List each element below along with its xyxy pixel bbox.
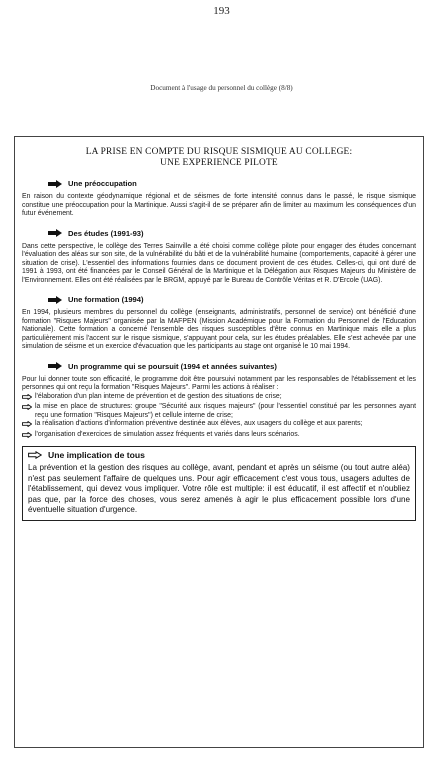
title-line-1: LA PRISE EN COMPTE DU RISQUE SISMIQUE AU COLLEGE: bbox=[85, 147, 353, 157]
document-caption: Document à l'usage du personnel du collège (8/8) bbox=[150, 84, 293, 92]
arrow-right-icon bbox=[22, 431, 32, 442]
section-heading-text: Une préoccupation bbox=[68, 179, 137, 188]
section-heading-text: Un programme qui se poursuit (1994 et années suivantes) bbox=[68, 361, 277, 371]
section-text-programme: Pour lui donner toute son efficacité, le programme doit être poursuivi notamment par les responsables de l'établissement et les personnes qui ont reçu la formation "Risques Majeurs". Parmi les actions à réaliser : bbox=[22, 375, 416, 391]
title-line-2: UNE EXPERIENCE PILOTE bbox=[160, 158, 278, 168]
pointing-hand-icon bbox=[48, 229, 62, 237]
info-sheet-frame bbox=[14, 136, 424, 748]
list-item-text: la réalisation d'actions d'information préventive destinée aux élèves, aux usagers du collège et aux parents; bbox=[35, 420, 363, 427]
pointing-hand-icon bbox=[48, 180, 62, 188]
action-list bbox=[22, 393, 416, 442]
page-number: 193 bbox=[213, 5, 230, 17]
callout-text: La prévention et la gestion des risques au collège, avant, pendant et après un séisme (ou tout autre aléa) n'est pas seulement l'affaire de quelques uns. Pour agir efficacement c'est vous tous, usagers adultes de l'établissement, qui devez vous impliquer. Votre rôle est multiple: il est éducatif, il est affectif et n'oubliez pas que, par la force des choses, vous serez amenés à agir le plus efficacement possible lors d'une éventuelle situation d'urgence. bbox=[28, 463, 410, 515]
pointing-hand-icon bbox=[48, 296, 62, 304]
pointing-hand-icon bbox=[28, 451, 42, 459]
list-item bbox=[22, 403, 416, 420]
section-heading-formation bbox=[48, 295, 416, 304]
list-item-text: l'organisation d'exercices de simulation assez fréquents et variés dans leurs scénarios. bbox=[35, 430, 300, 438]
callout-box bbox=[22, 446, 416, 521]
list-item bbox=[22, 393, 416, 404]
arrow-right-icon bbox=[22, 393, 32, 404]
arrow-right-icon bbox=[22, 403, 32, 420]
section-heading-text: Des études (1991-93) bbox=[68, 228, 144, 238]
callout-heading bbox=[28, 450, 410, 460]
section-heading-programme bbox=[48, 362, 416, 371]
section-heading-text: Une formation (1994) bbox=[68, 295, 144, 304]
list-item-text: l'élaboration d'un plan interne de prévention et de gestion des situations de crise; bbox=[35, 392, 282, 400]
list-item-text: la mise en place de structures: groupe "Sécurité aux risques majeurs" (pour l'essentiel constitué par les personnes ayant reçu une formation "Risques Majeurs") et cellule interne de crise; bbox=[35, 403, 416, 419]
callout-heading-text: Une implication de tous bbox=[48, 450, 145, 460]
section-text-formation: En 1994, plusieurs membres du personnel du collège (enseignants, administratifs, personnel de service) ont bénéficié d'une formation "Risques Majeurs" organisée par la MAFPEN (Mission Académique pour la Formation du Personnel de l'Education Nationale). Cette formation a concerné l'ensemble des risques susceptibles d'être connus en Martinique mais elle a plus particulièrement mis l'accent sur le risque sismique, s'appuyant pour cela, sur les études préalables. Elle s'est achevée par une simulation de séisme et un exercice d'évacuation que les participants au stage ont organisé le 10 mai 1994. bbox=[22, 309, 416, 350]
section-text-etudes: Dans cette perspective, le collège des Terres Sainville a été choisi comme collège pilote pour engager des études concernant l'évaluation des aléas sur son site, de la vulnérabilité du bâti et de la vulnérabilité humaine (comportements, capacité à gérer une situation de crise). L'essentiel des informations fournies dans ce document provient de ces études. Celles-ci, qui ont duré de 1991 à 1993, ont été financées par le Conseil Général de la Martinique et la Délégation aux Risques Majeurs du Ministère de l'Environnement. Elles ont été réalisées par le BRGM, appuyé par le Bureau de Contrôle Véritas et R. D'Ercole (UAG). bbox=[22, 242, 416, 284]
list-item bbox=[22, 431, 416, 442]
section-text-preoccupation: En raison du contexte géodynamique régional et de séismes de forte intensité connus dans le passé, le risque sismique constitue une préoccupation pour la Martinique. Aussi s'agit-il de se préparer afin de limiter au maximum les conséquences d'un futur événement. bbox=[22, 193, 416, 217]
section-heading-preoccupation bbox=[48, 179, 416, 188]
arrow-right-icon bbox=[22, 420, 32, 431]
document-title bbox=[22, 147, 416, 169]
section-heading-etudes bbox=[48, 229, 416, 238]
list-item bbox=[22, 420, 416, 431]
pointing-hand-icon bbox=[48, 362, 62, 370]
